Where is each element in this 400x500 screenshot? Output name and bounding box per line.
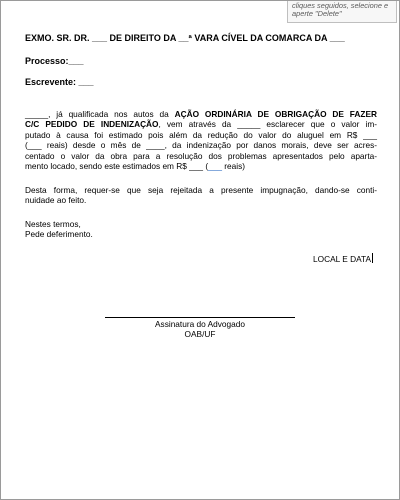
paragraph-2-line-2: nuidade ao feito. [25,195,87,206]
paragraph-1-line-4: (___ reais) desde o mês de ____, da indenização por danos morais, deve ser acres- [25,140,377,151]
local-and-date-text: LOCAL E DATA [313,254,371,264]
signature-name: Assinatura do Advogado [155,319,245,329]
closing-line-2: Pede deferimento. [25,229,93,240]
paragraph-1 [25,109,377,171]
paragraph-2 [25,185,377,206]
tooltip-line-1: cliques seguidos, selecione e [292,1,389,10]
paragraph-1-text: mento locado, sendo este estimados em R$ ___ ( [25,160,209,171]
paragraph-1-line-6 [25,161,377,171]
paragraph-1-line-2 [25,119,377,129]
processo-field: Processo:___ [25,56,84,66]
editable-blank-link[interactable]: ___ [208,160,222,171]
closing-line-1: Nestes termos, [25,219,81,229]
paragraph-1-text: _____, já qualificada nos autos da [25,109,175,119]
local-and-date[interactable] [313,253,373,264]
closing [25,219,93,240]
action-title-cont: C/C PEDIDO DE INDENIZAÇÃO [25,119,159,130]
paragraph-2-line-1: Desta forma, requer-se que seja rejeitada a presente impugnação, dando-se conti- [25,185,377,195]
paragraph-1-line-5: centado o valor da obra para a resolução dos problemas apresentados pelo aparta- [25,150,377,161]
signature-line [105,317,295,318]
text-cursor [372,253,373,263]
tooltip-line-2: aperte "Delete" [292,9,342,18]
paragraph-1-text: reais) [221,160,246,171]
document-header: EXMO. SR. DR. ___ DE DIREITO DA __ª VARA CÍVEL DA COMARCA DA ___ [25,33,345,43]
escrevente-field: Escrevente: ___ [25,77,94,87]
signature-oab: OAB/UF [184,329,216,339]
paragraph-1-line-1 [25,109,377,119]
action-title: AÇÃO ORDINÁRIA DE OBRIGAÇÃO DE FAZER [174,109,377,119]
paragraph-1-text: , vem através da _____ esclarecer que o valor im- [158,119,377,130]
paragraph-1-line-3: putado à causa foi estimado pois além da redução do valor do aluguel em R$ ___ [25,129,377,140]
help-tooltip [287,1,397,23]
